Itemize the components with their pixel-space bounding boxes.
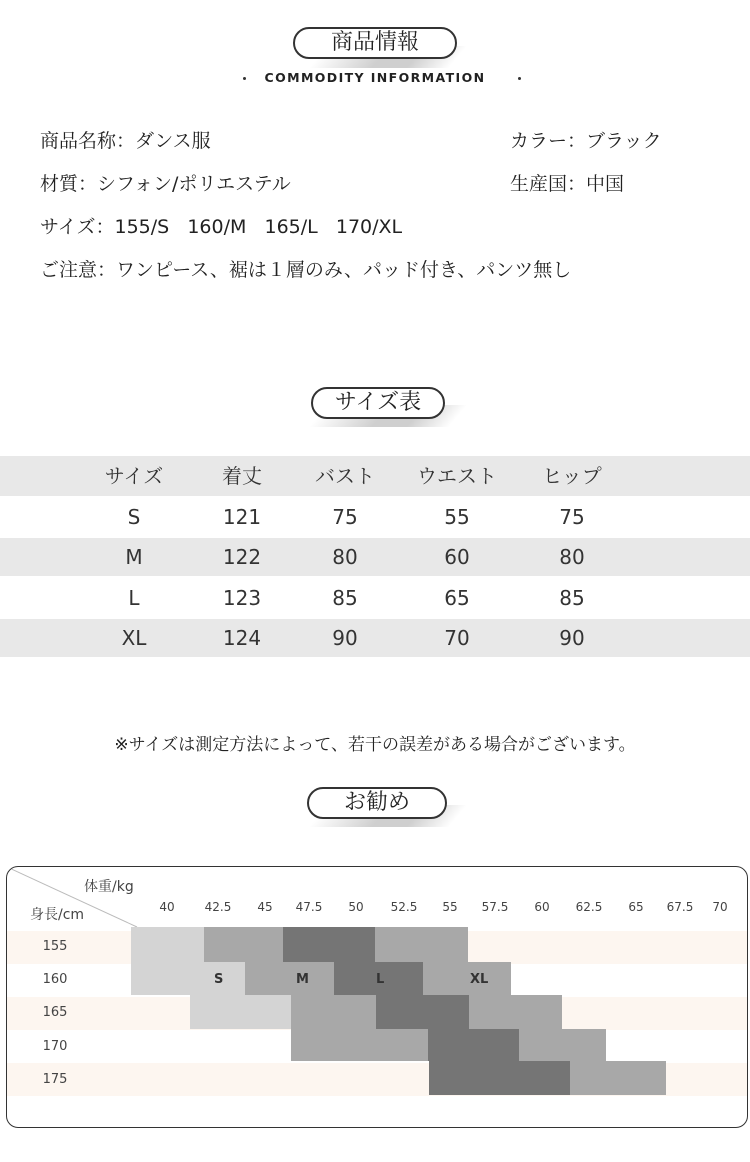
table-cell: 75 bbox=[332, 505, 358, 529]
table-cell: 121 bbox=[222, 505, 262, 529]
size-block-l bbox=[428, 1029, 519, 1061]
size-label: L bbox=[376, 972, 385, 987]
table-cell: 123 bbox=[222, 586, 262, 610]
row-divider bbox=[0, 536, 750, 537]
section-title: サイズ表 bbox=[311, 387, 445, 419]
weight-tick: 52.5 bbox=[390, 900, 418, 914]
size-block-m bbox=[204, 927, 283, 962]
table-row bbox=[0, 579, 750, 617]
weight-tick: 67.5 bbox=[666, 900, 694, 914]
size-block-s bbox=[131, 927, 204, 962]
table-cell: 85 bbox=[559, 586, 585, 610]
size-block-xl bbox=[570, 1061, 666, 1095]
height-axis-label: 身長/cm bbox=[30, 907, 85, 923]
table-row bbox=[0, 538, 750, 576]
size-block-l bbox=[283, 927, 375, 962]
table-cell: M bbox=[125, 545, 143, 569]
table-cell: 80 bbox=[559, 545, 585, 569]
section-title: 商品情報 bbox=[293, 27, 457, 59]
table-header-cell: 着丈 bbox=[222, 464, 262, 488]
height-tick: 170 bbox=[42, 1039, 68, 1054]
weight-tick: 70 bbox=[712, 900, 728, 914]
row-divider bbox=[0, 617, 750, 618]
table-header-cell: ヒップ bbox=[542, 464, 602, 488]
table-cell: 85 bbox=[332, 586, 358, 610]
size-block-m bbox=[291, 995, 376, 1029]
table-header-row bbox=[0, 456, 750, 496]
table-header-cell: バスト bbox=[315, 464, 375, 488]
size-block-xl bbox=[375, 927, 468, 962]
table-cell: 90 bbox=[332, 626, 358, 650]
weight-tick: 57.5 bbox=[481, 900, 509, 914]
table-row bbox=[0, 498, 750, 536]
table-cell: 90 bbox=[559, 626, 585, 650]
table-cell: 70 bbox=[444, 626, 470, 650]
product-sizes: サイズ：155/S 160/M 165/L 170/XL bbox=[40, 216, 403, 238]
table-header-cell: サイズ bbox=[104, 464, 164, 488]
table-cell: S bbox=[127, 505, 141, 529]
table-cell: L bbox=[128, 586, 140, 610]
table-cell: 65 bbox=[444, 586, 470, 610]
table-cell: 122 bbox=[222, 545, 262, 569]
table-cell: 75 bbox=[559, 505, 585, 529]
weight-tick: 60 bbox=[534, 900, 550, 914]
size-block-l bbox=[376, 995, 469, 1029]
product-color: カラー：ブラック bbox=[510, 130, 662, 152]
section-subtitle: COMMODITY INFORMATION bbox=[264, 70, 486, 85]
size-label: M bbox=[296, 972, 309, 987]
height-tick: 175 bbox=[42, 1072, 68, 1087]
table-cell: 80 bbox=[332, 545, 358, 569]
table-cell: 55 bbox=[444, 505, 470, 529]
table-header-cell: ウエスト bbox=[417, 464, 497, 488]
size-block-m bbox=[245, 962, 334, 995]
table-cell: XL bbox=[121, 626, 147, 650]
size-block-l bbox=[429, 1061, 570, 1095]
table-cell: 124 bbox=[222, 626, 262, 650]
height-tick: 165 bbox=[42, 1005, 68, 1020]
height-tick: 155 bbox=[42, 939, 68, 954]
table-row bbox=[0, 619, 750, 657]
size-label: XL bbox=[470, 972, 489, 987]
size-block-s bbox=[131, 962, 245, 995]
weight-axis-label: 体重/kg bbox=[84, 879, 134, 895]
weight-tick: 62.5 bbox=[575, 900, 603, 914]
size-block-m bbox=[291, 1029, 428, 1061]
product-origin: 生産国：中国 bbox=[510, 173, 625, 195]
weight-tick: 55 bbox=[442, 900, 458, 914]
size-block-xl bbox=[423, 962, 511, 995]
product-notice: ご注意：ワンピース、裾は１層のみ、パッド付き、パンツ無し bbox=[40, 259, 572, 281]
height-tick: 160 bbox=[42, 972, 68, 987]
weight-tick: 65 bbox=[628, 900, 644, 914]
size-label: S bbox=[214, 972, 224, 987]
size-block-s bbox=[190, 995, 291, 1029]
weight-tick: 47.5 bbox=[295, 900, 323, 914]
size-block-xl bbox=[519, 1029, 606, 1061]
size-block-xl bbox=[469, 995, 562, 1029]
measurement-note: ※サイズは測定方法によって、若干の誤差がある場合がございます。 bbox=[114, 735, 636, 755]
section-title: お勧め bbox=[307, 787, 447, 819]
weight-tick: 50 bbox=[348, 900, 364, 914]
product-material: 材質：シフォン/ポリエステル bbox=[40, 173, 291, 195]
table-cell: 60 bbox=[444, 545, 470, 569]
weight-tick: 45 bbox=[257, 900, 273, 914]
weight-tick: 40 bbox=[159, 900, 175, 914]
weight-tick: 42.5 bbox=[204, 900, 232, 914]
product-name: 商品名称：ダンス服 bbox=[40, 130, 211, 152]
